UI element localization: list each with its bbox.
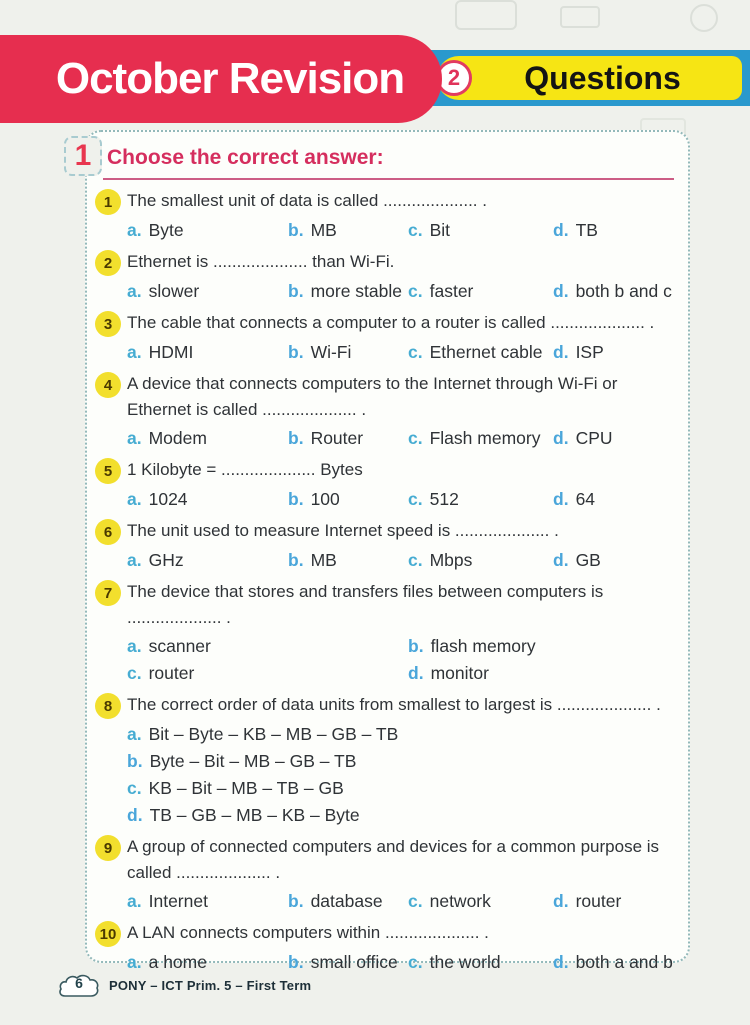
- option-letter: a.: [127, 281, 142, 301]
- option-letter: b.: [288, 489, 304, 509]
- question-1: [93, 188, 674, 244]
- option-text: Router: [310, 428, 364, 448]
- option-letter: a.: [127, 550, 142, 570]
- questions-banner: [437, 56, 742, 100]
- option-text: Mbps: [429, 550, 473, 570]
- option-letter: d.: [553, 342, 569, 362]
- question-row: [93, 371, 674, 423]
- option-letter: b.: [127, 751, 143, 771]
- question-9: [93, 834, 674, 915]
- option-a[interactable]: [127, 425, 288, 452]
- option-d[interactable]: [127, 802, 674, 829]
- option-letter: d.: [127, 805, 143, 825]
- option-c[interactable]: [408, 425, 553, 452]
- option-letter: a.: [127, 952, 142, 972]
- background-doodle-monitor: [455, 0, 517, 30]
- option-letter: b.: [288, 281, 304, 301]
- options-grid: [127, 888, 674, 915]
- option-text: router: [575, 891, 622, 911]
- question-row: [93, 188, 674, 215]
- question-row: [93, 310, 674, 337]
- option-letter: c.: [127, 663, 142, 683]
- option-letter: c.: [408, 342, 423, 362]
- question-text: A device that connects computers to the Internet through Wi-Fi or Ethernet is called .................... .: [127, 374, 618, 419]
- exercise-number-box: [64, 136, 102, 176]
- option-text: GHz: [148, 550, 184, 570]
- option-a[interactable]: [127, 633, 408, 660]
- question-row: [93, 579, 674, 631]
- question-6: [93, 518, 674, 574]
- option-letter: a.: [127, 220, 142, 240]
- option-text: small office: [310, 952, 398, 972]
- option-d[interactable]: [553, 339, 674, 366]
- option-letter: c.: [408, 428, 423, 448]
- options-grid: [127, 217, 674, 244]
- options-grid: [127, 633, 674, 687]
- options-grid: [127, 547, 674, 574]
- option-letter: a.: [127, 342, 142, 362]
- background-doodle-tablet: [560, 6, 600, 28]
- option-a[interactable]: [127, 547, 288, 574]
- option-text: KB – Bit – MB – TB – GB: [148, 778, 344, 798]
- option-letter: b.: [288, 891, 304, 911]
- option-text: both b and c: [575, 281, 672, 301]
- option-d[interactable]: [553, 425, 674, 452]
- option-a[interactable]: [127, 888, 288, 915]
- question-4: [93, 371, 674, 452]
- options-grid: [127, 425, 674, 452]
- option-letter: c.: [408, 220, 423, 240]
- options-grid: [127, 278, 674, 305]
- question-text: The smallest unit of data is called .................... .: [127, 191, 487, 210]
- option-text: ISP: [575, 342, 604, 362]
- question-number-badge: 3: [95, 311, 121, 337]
- option-letter: d.: [408, 663, 424, 683]
- question-number-badge: 6: [95, 519, 121, 545]
- option-b[interactable]: [288, 425, 408, 452]
- option-c[interactable]: [408, 486, 553, 513]
- option-text: Modem: [148, 428, 207, 448]
- footer-text: PONY – ICT Prim. 5 – First Term: [109, 978, 312, 993]
- question-row: [93, 692, 674, 719]
- option-letter: d.: [553, 489, 569, 509]
- questions-list: [93, 188, 674, 976]
- option-letter: d.: [553, 891, 569, 911]
- option-text: Wi-Fi: [310, 342, 352, 362]
- exercise-instruction: Choose the correct answer:: [107, 146, 384, 169]
- option-text: scanner: [148, 636, 211, 656]
- question-number-badge: 7: [95, 580, 121, 606]
- option-text: flash memory: [430, 636, 536, 656]
- exercise-heading: [74, 139, 674, 180]
- option-c[interactable]: [408, 339, 553, 366]
- option-text: 64: [575, 489, 596, 509]
- question-number-badge: 5: [95, 458, 121, 484]
- page-title: October Revision: [55, 54, 405, 103]
- option-d[interactable]: [408, 660, 674, 687]
- question-text: A group of connected computers and devices for a common purpose is called .................... .: [127, 837, 660, 882]
- option-letter: a.: [127, 489, 142, 509]
- question-8: [93, 692, 674, 829]
- question-number-badge: 9: [95, 835, 121, 861]
- option-text: more stable: [310, 281, 402, 301]
- option-c[interactable]: [127, 660, 408, 687]
- option-text: Flash memory: [429, 428, 541, 448]
- page-footer: [58, 972, 311, 999]
- option-text: Internet: [148, 891, 208, 911]
- option-d[interactable]: [553, 278, 674, 305]
- options-grid: [127, 721, 674, 829]
- option-text: monitor: [430, 663, 489, 683]
- question-number-badge: 1: [95, 189, 121, 215]
- exercise-number: 1: [74, 139, 92, 172]
- question-text: The correct order of data units from smallest to largest is .................... .: [127, 695, 661, 714]
- title-banner: [0, 35, 442, 123]
- question-text: A LAN connects computers within .................... .: [127, 923, 489, 942]
- option-letter: c.: [408, 550, 423, 570]
- option-letter: b.: [288, 342, 304, 362]
- option-letter: c.: [408, 952, 423, 972]
- option-text: TB: [575, 220, 598, 240]
- question-row: [93, 249, 674, 276]
- question-2: [93, 249, 674, 305]
- questions-banner-label: Questions: [524, 59, 681, 96]
- option-d[interactable]: [553, 949, 674, 976]
- question-row: [93, 457, 674, 484]
- option-letter: b.: [288, 220, 304, 240]
- options-grid: [127, 486, 674, 513]
- option-text: MB: [310, 220, 337, 240]
- option-letter: b.: [288, 952, 304, 972]
- section-number: 2: [447, 65, 461, 90]
- option-b[interactable]: [288, 547, 408, 574]
- option-letter: a.: [127, 891, 142, 911]
- question-number-badge: 4: [95, 372, 121, 398]
- option-letter: d.: [553, 952, 569, 972]
- option-text: both a and b: [575, 952, 673, 972]
- option-b[interactable]: [288, 339, 408, 366]
- option-a[interactable]: [127, 278, 288, 305]
- option-b[interactable]: [408, 633, 674, 660]
- question-text: The device that stores and transfers files between computers is .................... .: [127, 582, 604, 627]
- page-number-cloud: [58, 972, 100, 999]
- option-c[interactable]: [408, 278, 553, 305]
- question-row: [93, 518, 674, 545]
- option-a[interactable]: [127, 217, 288, 244]
- worksheet-card: [74, 130, 690, 972]
- option-letter: c.: [408, 281, 423, 301]
- option-d[interactable]: [553, 217, 674, 244]
- question-number-badge: 10: [95, 921, 121, 947]
- option-letter: d.: [553, 428, 569, 448]
- option-text: router: [148, 663, 195, 683]
- option-text: slower: [148, 281, 200, 301]
- option-text: Bit: [429, 220, 451, 240]
- option-text: database: [310, 891, 383, 911]
- option-text: GB: [575, 550, 601, 570]
- option-letter: b.: [288, 428, 304, 448]
- option-d[interactable]: [553, 547, 674, 574]
- options-grid: [127, 339, 674, 366]
- option-text: network: [429, 891, 491, 911]
- page-number: 6: [75, 975, 83, 991]
- option-c[interactable]: [408, 949, 553, 976]
- question-text: Ethernet is .................... than Wi-Fi.: [127, 252, 395, 271]
- option-c[interactable]: [408, 888, 553, 915]
- option-b[interactable]: [288, 888, 408, 915]
- option-letter: a.: [127, 724, 142, 744]
- option-text: Byte: [148, 220, 184, 240]
- option-b[interactable]: [288, 486, 408, 513]
- option-text: TB – GB – MB – KB – Byte: [149, 805, 360, 825]
- option-b[interactable]: [288, 217, 408, 244]
- option-text: Byte – Bit – MB – GB – TB: [149, 751, 357, 771]
- option-letter: c.: [408, 489, 423, 509]
- background-doodle-circle: [690, 4, 718, 32]
- question-text: The unit used to measure Internet speed is .................... .: [127, 521, 559, 540]
- option-letter: c.: [408, 891, 423, 911]
- option-letter: a.: [127, 428, 142, 448]
- option-letter: a.: [127, 636, 142, 656]
- question-7: [93, 579, 674, 687]
- question-row: [93, 834, 674, 886]
- option-letter: d.: [553, 550, 569, 570]
- option-text: 1024: [148, 489, 188, 509]
- option-letter: c.: [127, 778, 142, 798]
- option-text: CPU: [575, 428, 613, 448]
- question-number-badge: 8: [95, 693, 121, 719]
- option-d[interactable]: [553, 888, 674, 915]
- option-text: faster: [429, 281, 474, 301]
- option-letter: b.: [288, 550, 304, 570]
- option-b[interactable]: [288, 278, 408, 305]
- question-text: The cable that connects a computer to a router is called .................... .: [127, 313, 655, 332]
- option-b[interactable]: [127, 748, 674, 775]
- option-c[interactable]: [408, 217, 553, 244]
- option-text: the world: [429, 952, 501, 972]
- option-text: Bit – Byte – KB – MB – GB – TB: [148, 724, 399, 744]
- option-text: 512: [429, 489, 459, 509]
- question-3: [93, 310, 674, 366]
- option-c[interactable]: [408, 547, 553, 574]
- option-letter: d.: [553, 220, 569, 240]
- option-text: MB: [310, 550, 337, 570]
- question-row: [93, 920, 674, 947]
- option-letter: d.: [553, 281, 569, 301]
- option-c[interactable]: [127, 775, 674, 802]
- option-a[interactable]: [127, 721, 674, 748]
- option-a[interactable]: [127, 486, 288, 513]
- option-d[interactable]: [553, 486, 674, 513]
- option-text: 100: [310, 489, 340, 509]
- option-text: Ethernet cable: [429, 342, 543, 362]
- option-a[interactable]: [127, 339, 288, 366]
- option-text: a home: [148, 952, 207, 972]
- option-letter: b.: [408, 636, 424, 656]
- question-5: [93, 457, 674, 513]
- question-number-badge: 2: [95, 250, 121, 276]
- option-text: HDMI: [148, 342, 194, 362]
- question-text: 1 Kilobyte = .................... Bytes: [127, 460, 363, 479]
- question-10: [93, 920, 674, 976]
